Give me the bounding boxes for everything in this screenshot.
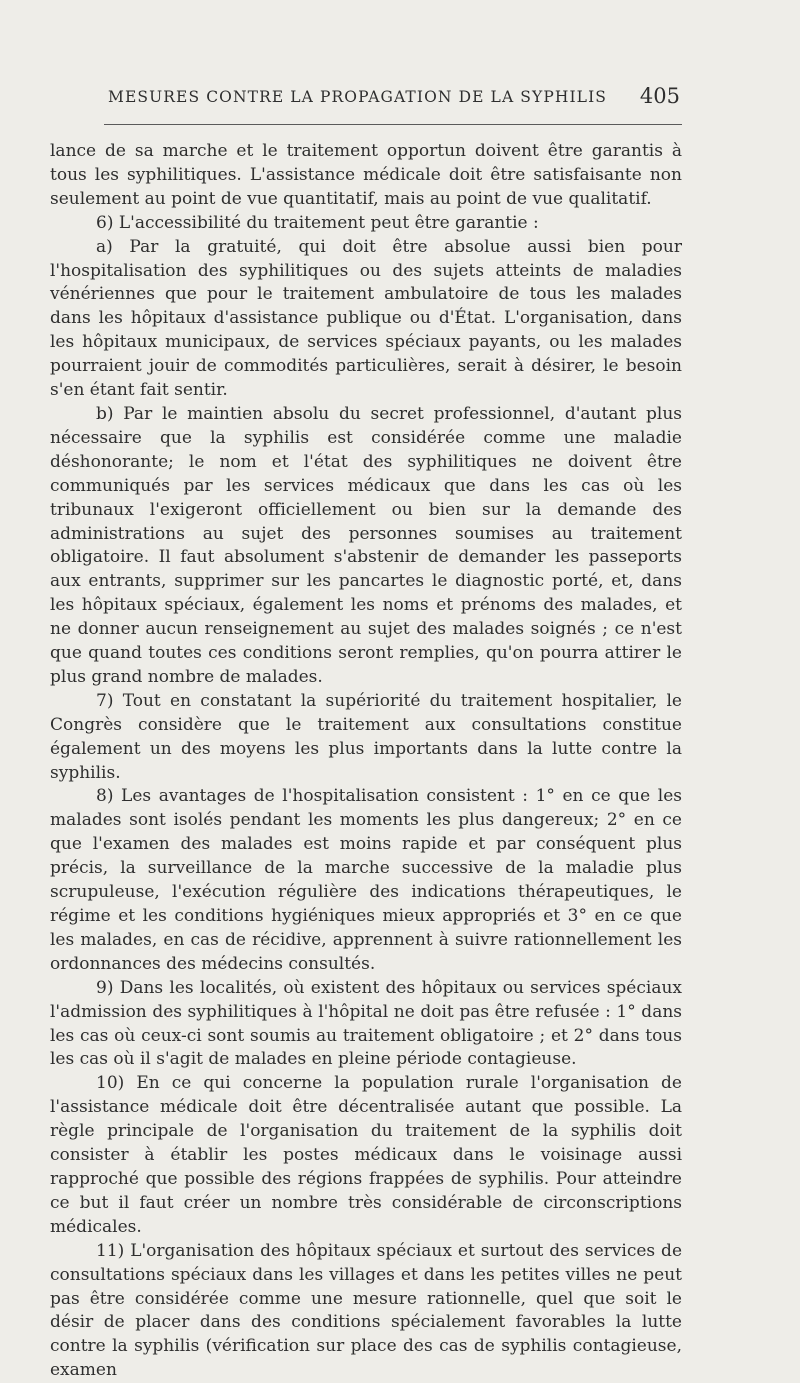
paragraph-9: 9) Dans les localités, où existent des hôpitaux ou services spéciaux l'admission des syphilitiques à l'hôpital ne doit pas être refusée : 1° dans les cas où ceux-ci sont soumis au traitement obligatoire ; et 2° dans tous les cas où il s'agit de malades en pleine période contagieuse.: [50, 977, 682, 1070]
body-text: [50, 140, 682, 1383]
paragraph-7: 7) Tout en constatant la supériorité du traitement hospitalier, le Congrès considère que le traitement aux consultations constitue également un des moyens les plus importants dans la lutte contre la syphilis.: [50, 690, 682, 783]
paragraph-11: 11) L'organisation des hôpitaux spéciaux et surtout des services de consultations spéciaux dans les villages et dans les petites villes ne peut pas être considérée comme une mesure rationnelle, quel que soit le désir de placer dans des conditions spécialement favorables la lutte contre la syphilis (vérification sur place des cas de syphilis contagieuse, examen: [50, 1240, 682, 1381]
running-title: MESURES CONTRE LA PROPAGATION DE LA SYPHILIS: [108, 88, 608, 106]
header-rule: [104, 124, 682, 125]
paragraph-6: 6) L'accessibilité du traitement peut être garantie :: [96, 212, 539, 233]
paragraph-8: 8) Les avantages de l'hospitalisation consistent : 1° en ce que les malades sont isolés pendant les moments les plus dangereux; 2° en ce que l'examen des malades est moins rapide et par conséquent plus précis, la surveillance de la marche successive de la maladie plus scrupuleuse, l'exécution régulière des indications thérapeutiques, le régime et les conditions hygiéniques mieux appropriés et 3° en ce que les malades, en cas de récidive, apprennent à suivre rationnellement les ordonnances des médecins consultés.: [50, 786, 682, 974]
paragraph-continuation: lance de sa marche et le traitement opportun doivent être garantis à tous les syphilitiques. L'assistance médicale doit être satisfaisante non seulement au point de vue quantitatif, mais au point de vue qualitatif.: [50, 141, 682, 209]
page-header: [108, 84, 680, 112]
paragraph-6a: a) Par la gratuité, qui doit être absolue aussi bien pour l'hospitalisation des syphilitiques ou des sujets atteints de maladies vénériennes que pour le traitement ambulatoire de tous les malades dans les hôpitaux d'assistance publique ou d'État. L'organisation, dans les hôpitaux municipaux, de services spéciaux payants, ou les malades pourraient jouir de commodités particulières, serait à désirer, le besoin s'en étant fait sentir.: [50, 236, 682, 401]
paragraph-10: 10) En ce qui concerne la population rurale l'organisation de l'assistance médicale doit être décentralisée autant que possible. La règle principale de l'organisation du traitement de la syphilis doit consister à établir les postes médicaux dans le voisinage aussi rapproché que possible des régions frappées de syphilis. Pour atteindre ce but il faut créer un nombre très considérable de circonscriptions médicales.: [50, 1073, 682, 1237]
page-number: 405: [639, 84, 680, 108]
paragraph-6b: b) Par le maintien absolu du secret professionnel, d'autant plus nécessaire que la syphilis est considérée comme une maladie déshonorante; le nom et l'état des syphilitiques ne doivent être communiqués par les services médicaux que dans les cas où les tribunaux l'exigeront officiellement ou bien sur la demande des administrations au sujet des personnes soumises au traitement obligatoire. Il faut absolument s'abstenir de demander les passeports aux entrants, supprimer sur les pancartes le diagnostic porté, et, dans les hôpitaux spéciaux, également les noms et prénoms des malades, et ne donner aucun renseignement au sujet des malades soignés ; ce n'est que quand toutes ces conditions seront remplies, qu'on pourra attirer le plus grand nombre de malades.: [50, 403, 682, 687]
